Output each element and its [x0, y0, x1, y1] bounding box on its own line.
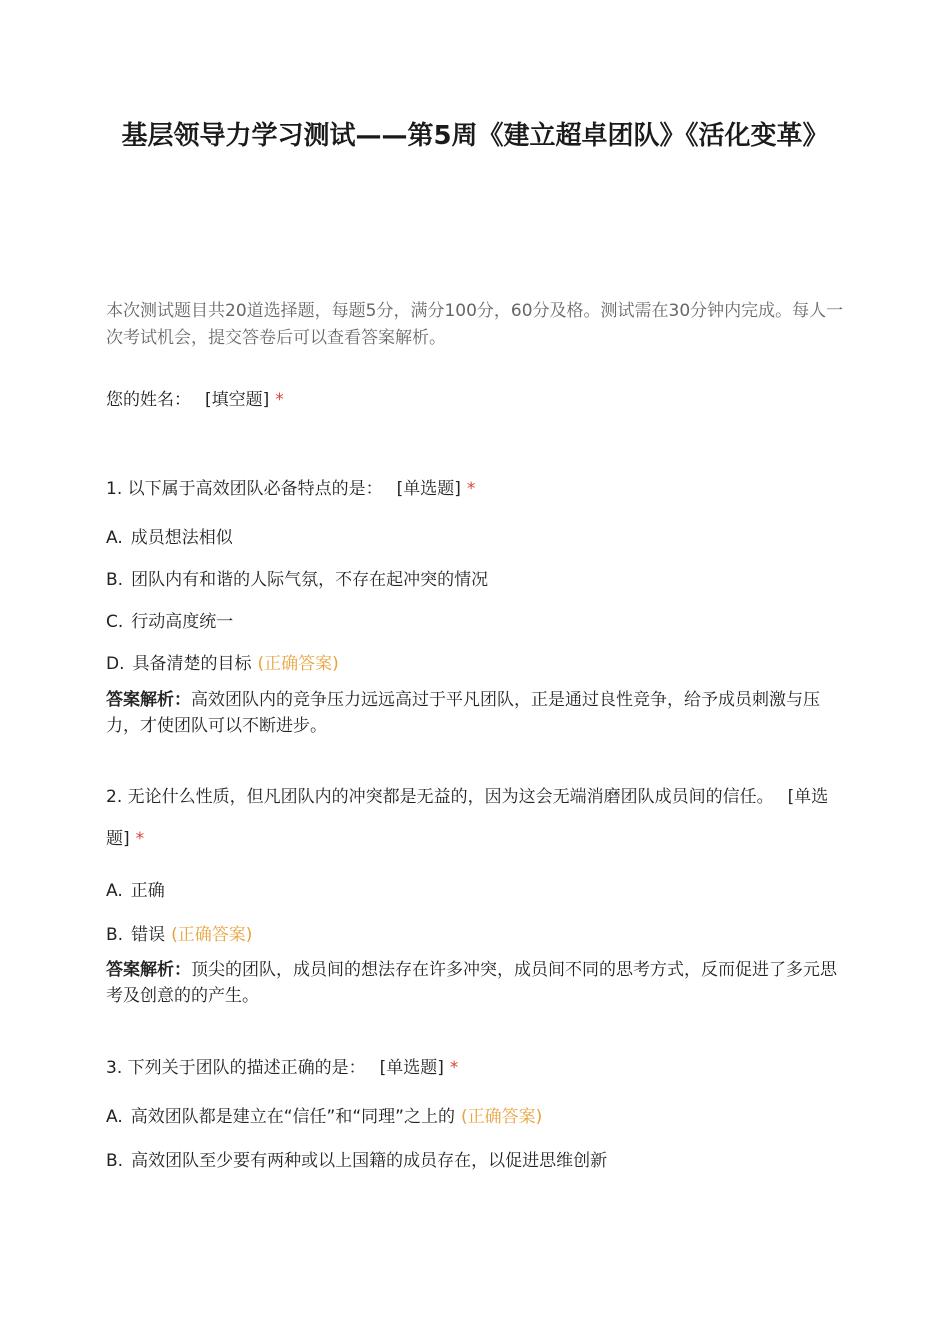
required-mark: * [275, 390, 284, 410]
required-mark: * [449, 1058, 459, 1078]
correct-answer-badge: (正确答案) [460, 1107, 543, 1127]
required-mark: * [135, 829, 145, 849]
question-1-option-a[interactable] [106, 524, 846, 552]
required-mark: * [466, 479, 476, 499]
question-1 [106, 475, 846, 503]
analysis-label: 答案解析： [106, 960, 191, 980]
question-1-option-b[interactable] [106, 566, 846, 594]
intro-text: 本次测试题目共20道选择题，每题5分，满分100分，60分及格。测试需在30分钟内完成。每人一次考试机会，提交答卷后可以查看答案解析。 [106, 301, 844, 348]
correct-answer-badge: (正确答案) [171, 925, 253, 945]
analysis-label: 答案解析： [106, 690, 191, 710]
question-2-option-a[interactable] [106, 877, 846, 905]
name-question-label: 您的姓名： [106, 390, 191, 410]
option-letter: B. [106, 570, 124, 590]
question-text: 1. 以下属于高效团队必备特点的是： [106, 479, 383, 499]
option-letter: A. [106, 528, 123, 548]
question-3-option-a[interactable] [106, 1103, 846, 1131]
question-1-option-d[interactable] [106, 650, 846, 678]
page-title: 基层领导力学习测试——第5周《建立超卓团队》《活化变革》 [121, 121, 829, 151]
name-question [106, 386, 284, 414]
correct-answer-badge: (正确答案) [257, 654, 339, 674]
analysis-text: 顶尖的团队，成员间的想法存在许多冲突，成员间不同的思考方式，反而促进了多元思考及创意的的产生。 [106, 960, 837, 1006]
analysis-text: 高效团队内的竞争压力远远高过于平凡团队，正是通过良性竞争，给予成员刺激与压力，才使团队可以不断进步。 [106, 690, 820, 736]
option-letter: D. [106, 654, 125, 674]
question-1-analysis [106, 687, 846, 739]
question-text: 2. 无论什么性质，但凡团队内的冲突都是无益的，因为这会无端消磨团队成员间的信任。 [106, 787, 774, 807]
option-letter: B. [106, 925, 124, 945]
option-text: 行动高度统一 [131, 612, 234, 632]
option-text: 正确 [130, 881, 165, 901]
option-letter: A. [106, 881, 123, 901]
option-letter: C. [106, 612, 124, 632]
option-text: 高效团队至少要有两种或以上国籍的成员存在，以促进思维创新 [131, 1151, 608, 1171]
option-text: 具备清楚的目标 [132, 654, 252, 674]
question-type: [单选题] [396, 479, 461, 499]
question-1-option-c[interactable] [106, 608, 846, 636]
question-2-option-b[interactable] [106, 921, 846, 949]
option-letter: B. [106, 1151, 124, 1171]
option-text: 团队内有和谐的人际气氛，不存在起冲突的情况 [131, 570, 489, 590]
question-3 [106, 1054, 846, 1082]
option-letter: A. [106, 1107, 123, 1127]
option-text: 高效团队都是建立在“信任”和“同理”之上的 [130, 1107, 455, 1127]
question-type: [填空题] [205, 390, 270, 410]
option-text: 错误 [131, 925, 166, 945]
question-type: [单选题] [379, 1058, 444, 1078]
option-text: 成员想法相似 [130, 528, 233, 548]
question-2-analysis [106, 957, 846, 1009]
question-type: [单选题] [106, 787, 829, 849]
question-2 [106, 776, 846, 860]
question-text: 3. 下列关于团队的描述正确的是： [106, 1058, 366, 1078]
question-3-option-b[interactable] [106, 1147, 846, 1175]
